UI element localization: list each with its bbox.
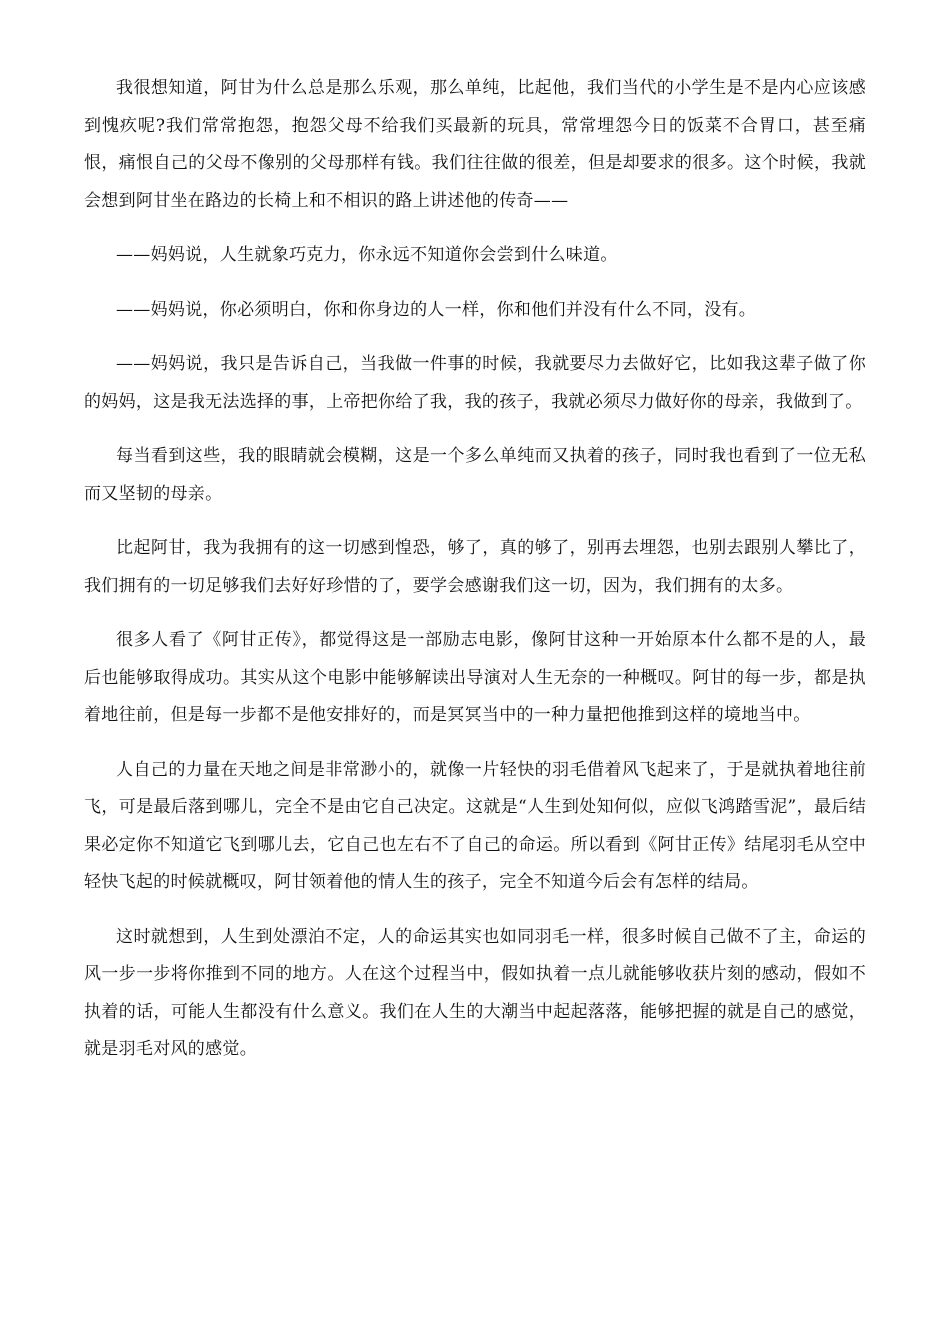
paragraph: 每当看到这些，我的眼睛就会模糊，这是一个多么单纯而又执着的孩子，同时我也看到了一位无私而又坚韧的母亲。 bbox=[84, 446, 866, 504]
document-body bbox=[84, 70, 866, 1086]
paragraph: ——妈妈说，你必须明白，你和你身边的人一样，你和他们并没有什么不同，没有。 bbox=[116, 299, 757, 320]
paragraph: 我很想知道，阿甘为什么总是那么乐观，那么单纯，比起他，我们当代的小学生是不是内心应该感到愧疚呢?我们常常抱怨，抱怨父母不给我们买最新的玩具，常常埋怨今日的饭菜不合胃口，甚至痛恨，痛恨自己的父母不像别的父母那样有钱。我们往往做的很差，但是却要求的很多。这个时候，我就会想到阿甘坐在路边的长椅上和不相识的路上讲述他的传奇—— bbox=[84, 78, 866, 211]
paragraph: 这时就想到，人生到处漂泊不定，人的命运其实也如同羽毛一样，很多时候自己做不了主，命运的风一步一步将你推到不同的地方。人在这个过程当中，假如执着一点儿就能够收获片刻的感动，假如不执着的话，可能人生都没有什么意义。我们在人生的大潮当中起起落落，能够把握的就是自己的感觉，就是羽毛对风的感觉。 bbox=[84, 926, 866, 1059]
paragraph: ——妈妈说，人生就象巧克力，你永远不知道你会尝到什么味道。 bbox=[116, 245, 618, 265]
paragraph: 人自己的力量在天地之间是非常渺小的，就像一片轻快的羽毛借着风飞起来了，于是就执着地往前飞，可是最后落到哪儿，完全不是由它自己决定。这就是“人生到处知何似，应似飞鸿踏雪泥”，最后结果必定你不知道它飞到哪儿去，它自己也左右不了自己的命运。所以看到《阿甘正传》结尾羽毛从空中轻快飞起的时候就概叹，阿甘领着他的情人生的孩子，完全不知道今后会有怎样的结局。 bbox=[84, 759, 866, 892]
paragraph: ——妈妈说，我只是告诉自己，当我做一件事的时候，我就要尽力去做好它，比如我这辈子做了你的妈妈，这是我无法选择的事，上帝把你给了我，我的孩子，我就必须尽力做好你的母亲，我做到了。 bbox=[84, 354, 866, 412]
paragraph: 比起阿甘，我为我拥有的这一切感到惶恐，够了，真的够了，别再去埋怨，也别去跟别人攀比了，我们拥有的一切足够我们去好好珍惜的了，要学会感谢我们这一切，因为，我们拥有的太多。 bbox=[84, 538, 866, 596]
paragraph: 很多人看了《阿甘正传》，都觉得这是一部励志电影，像阿甘这种一开始原本什么都不是的人，最后也能够取得成功。其实从这个电影中能够解读出导演对人生无奈的一种概叹。阿甘的每一步，都是执着地往前，但是每一步都不是他安排好的，而是冥冥当中的一种力量把他推到这样的境地当中。 bbox=[84, 630, 866, 725]
